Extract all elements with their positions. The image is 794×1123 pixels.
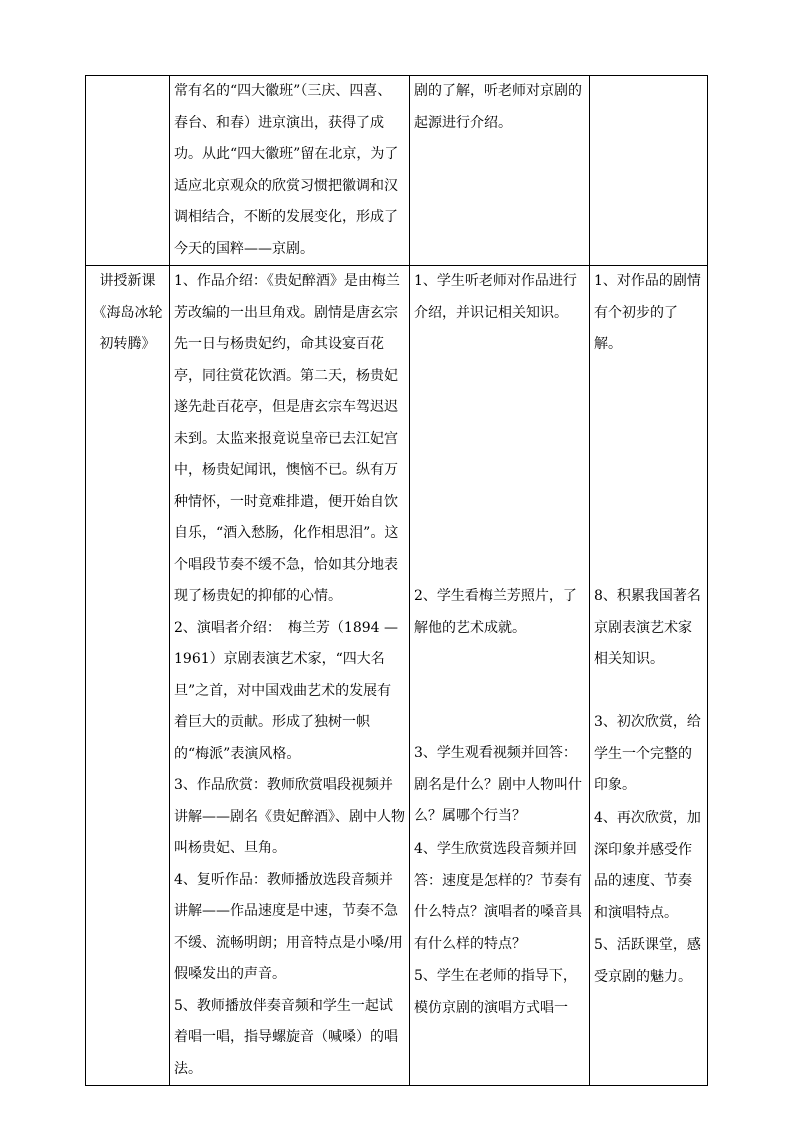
teacher-activity-cell — [170, 76, 410, 266]
student-text: 剧的了解，听老师对京剧的起源进行介绍。 — [414, 83, 582, 131]
intent-step-3: 3、初次欣赏，给学生一个完整的印象。 — [594, 714, 701, 793]
student-step-2: 2、学生看梅兰芳照片，了解他的艺术成就。 — [414, 588, 577, 636]
intent-step-1: 1、对作品的剧情有个初步的了解。 — [594, 273, 701, 352]
lesson-plan-table — [85, 75, 708, 1086]
intent-step-2: 8、积累我国著名京剧表演艺术家相关知识。 — [594, 588, 701, 667]
student-activity-cell — [410, 266, 590, 1086]
stage-label: 讲授新课《海岛冰轮初转腾》 — [92, 273, 163, 352]
stage-cell — [86, 266, 170, 1086]
student-activity-cell — [410, 76, 590, 266]
teacher-activity-cell — [170, 266, 410, 1086]
design-intent-cell — [590, 76, 708, 266]
stage-cell — [86, 76, 170, 266]
design-intent-cell — [590, 266, 708, 1086]
teacher-step-3: 3、作品欣赏：教师欣赏唱段视频并讲解——剧名《贵妃醉酒》、剧中人物叫杨贵妃、旦角。 — [174, 777, 405, 856]
teacher-step-4: 4、复听作品：教师播放选段音频并讲解——作品速度是中速，节奏不急不缓、流畅明朗；用音特点是小嗓/用假嗓发出的声音。 — [174, 871, 403, 982]
teacher-text: 常有名的“四大徽班”（三庆、四喜、春台、和春）进京演出，获得了成功。从此“四大徽班”留在北京，为了适应北京观众的欣赏习惯把徽调和汉调相结合，不断的发展变化，形成了今天的国粹——京剧。 — [174, 83, 399, 257]
student-step-4: 4、学生欣赏选段音频并回答：速度是怎样的？节奏有什么特点？演唱者的嗓音具有什么样的特点？ — [414, 841, 582, 952]
intent-step-5: 5、活跃课堂，感受京剧的魅力。 — [594, 937, 701, 985]
student-step-5: 5、学生在老师的指导下，模仿京剧的演唱方式唱一 — [414, 968, 577, 1016]
student-step-3: 3、学生观看视频并回答：剧名是什么？剧中人物叫什么？属哪个行当？ — [414, 745, 582, 824]
table-row — [86, 76, 708, 266]
table-row — [86, 266, 708, 1086]
teacher-step-5: 5、教师播放伴奏音频和学生一起试着唱一唱，指导螺旋音（喊嗓）的唱法。 — [174, 997, 398, 1077]
intent-step-4: 4、再次欣赏，加深印象并感受作品的速度、节奏和演唱特点。 — [594, 810, 701, 921]
teacher-step-2: 2、演唱者介绍： 梅兰芳（1894 —1961）京剧表演艺术家，“四大名旦”之首，对中国戏曲艺术的发展有着巨大的贡献。形成了独树一帜的“梅派”表演风格。 — [174, 619, 398, 762]
student-step-1: 1、学生听老师对作品进行介绍，并识记相关知识。 — [414, 273, 577, 321]
teacher-step-1: 1、作品介绍：《贵妃醉酒》是由梅兰芳改编的一出旦角戏。剧情是唐玄宗先一日与杨贵妃约，命其设宴百花亭，同往赏花饮酒。第二天，杨贵妃遂先赴百花亭，但是唐玄宗车驾迟迟未到。太监来报竟说皇帝已去江妃宫中，杨贵妃闻讯，懊恼不已。纵有万种情怀，一时竟难排遣，便开始自饮自乐，“酒入愁肠，化作相思泪”。这个唱段节奏不缓不急，恰如其分地表现了杨贵妃的抑郁的心情。 — [174, 273, 400, 604]
